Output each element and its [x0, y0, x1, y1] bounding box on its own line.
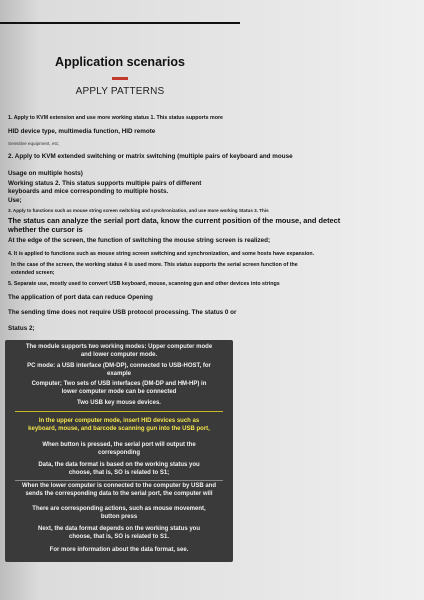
box-divider — [15, 411, 223, 412]
scenario-3-line-3: whether the cursor is — [8, 225, 83, 234]
scenario-5-line-4: Status 2; — [8, 325, 35, 332]
scenario-2-line-1: 2. Apply to KVM extended switching or matrix switching (multiple pairs of keyboard and mouse — [8, 153, 293, 160]
title-accent-bar — [112, 77, 128, 80]
working-mode-box — [5, 340, 233, 562]
box-line: When the lower computer is connected to the computer by USB and — [21, 483, 217, 489]
box-line: Two USB key mouse devices. — [77, 400, 161, 406]
page-title: Application scenarios — [55, 55, 185, 69]
scenario-5-line-2: The application of port data can reduce Opening — [8, 294, 153, 301]
scenario-1-line-2: HID device type, multimedia function, HID remote — [8, 128, 156, 135]
scenario-2-line-4: keyboards and mice corresponding to multiple hosts. — [8, 188, 169, 195]
box-line: and lower computer mode. — [80, 352, 158, 358]
box-line: Data, the data format is based on the working status you — [38, 462, 200, 468]
box-line: choose, that is, SO is related to S1; — [68, 470, 170, 476]
scenario-2-line-2: Usage on multiple hosts) — [8, 170, 83, 177]
box-line: lower computer mode can be connected — [61, 389, 177, 395]
box-line: example — [106, 371, 131, 377]
box-line: When button is pressed, the serial port will output the — [42, 442, 196, 448]
box-line: corresponding — [97, 450, 140, 456]
scenario-4-line-2: In the case of the screen, the working status 4 is used more. This status supports the serial screen function of the — [11, 262, 298, 268]
scenario-5-line-1: 5. Separate use, mostly used to convert USB keyboard, mouse, scanning gun and other devices into strings — [8, 281, 280, 287]
box-highlight-line: In the upper computer mode, insert HID devices such as — [38, 418, 200, 424]
scenario-4-line-1: 4. It is applied to functions such as mouse string screen switching and synchronization, and some hosts have expansion. — [8, 251, 315, 257]
scenario-3-line-2: The status can analyze the serial port data, know the current position of the mouse, and detect — [8, 216, 341, 225]
scenario-5-line-3: The sending time does not require USB protocol processing. The status 0 or — [8, 309, 237, 316]
scenario-2-line-3: Working status 2. This status supports multiple pairs of different — [8, 180, 202, 187]
box-line: For more information about the data format, see. — [49, 547, 189, 553]
scenario-4-line-3: extended screen; — [11, 270, 55, 276]
box-line: There are corresponding actions, such as mouse movement, — [32, 506, 206, 512]
box-highlight-line: keyboard, mouse, and barcode scanning gun into the USB port, — [28, 426, 210, 432]
box-line: Computer; Two sets of USB interfaces (DM-DP and HM-HP) in — [31, 381, 207, 387]
scenario-3-line-4: At the edge of the screen, the function of switching the mouse string screen is realized; — [8, 237, 271, 244]
top-divider — [0, 22, 240, 24]
scenario-2-line-5: Use; — [8, 197, 22, 204]
box-line: button press — [100, 514, 138, 520]
box-line: The module supports two working modes: Upper computer mode — [25, 344, 213, 350]
scenario-1-line-1: 1. Apply to KVM extension and use more working status 1. This status supports more — [8, 115, 223, 121]
box-line: Next, the data format depends on the working status you — [37, 526, 201, 532]
box-divider — [15, 480, 223, 481]
box-line: choose, that is, SO is related to S1. — [68, 534, 170, 540]
scenario-1-line-3: Sensitive equipment, etc; — [8, 141, 60, 146]
page-subtitle: APPLY PATTERNS — [75, 86, 165, 97]
box-line: PC mode: a USB interface (DM-DP), connected to USB-HOST, for — [27, 363, 211, 369]
box-line: sends the corresponding data to the serial port, the computer will — [25, 491, 213, 497]
scenario-3-line-1: 3. Apply to functions such as mouse string screen switching and synchronization, and use more working Status 3. This — [8, 208, 269, 213]
